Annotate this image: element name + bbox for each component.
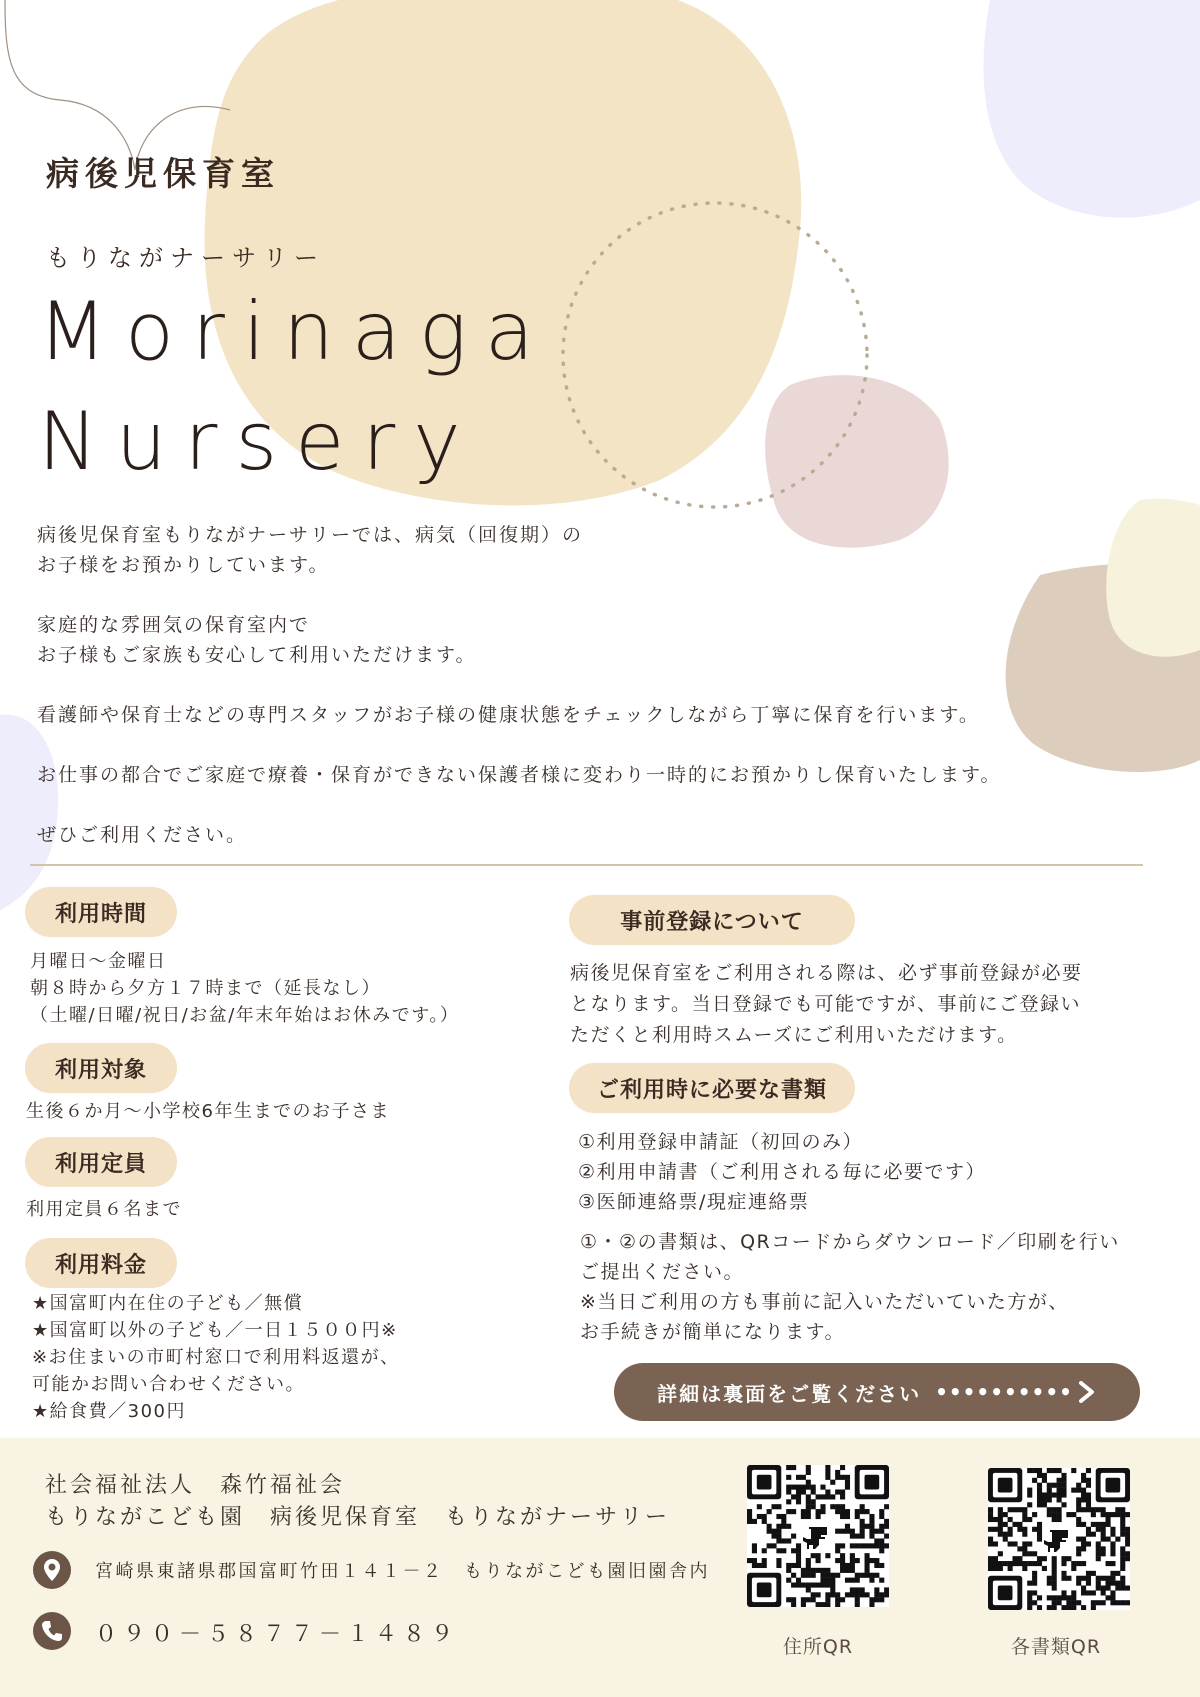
intro-paragraph-3: 看護師や保育士などの専門スタッフがお子様の健康状態をチェックしながら丁寧に保育を行います。 (37, 704, 980, 726)
intro-paragraph-4: お仕事の都合でご家庭で療養・保育ができない保護者様に変わり一時的にお預かりし保育いたします。 (37, 764, 1002, 786)
documents-list: ①利用登録申請証（初回のみ） ②利用申請書（ご利用される毎に必要です） ③医師連絡票/現症連絡票 (578, 1131, 987, 1213)
cta-label: 詳細は裏面をご覧ください (657, 1381, 922, 1406)
org-line-2: もりながこども園 病後児保育室 もりながナーサリー (45, 1505, 671, 1530)
page-title-jp: 病後児保育室 (46, 154, 280, 193)
capacity-text: 利用定員６名まで (26, 1199, 182, 1220)
phone-icon (33, 1612, 71, 1650)
address-text: 宮崎県東諸県郡国富町竹田１４１－２ もりながこども園旧園舎内 (95, 1561, 710, 1582)
section-divider (30, 864, 1143, 866)
documents-heading: ご利用時に必要な書類 (569, 1063, 855, 1113)
target-text: 生後６か月～小学校6年生までのお子さま (26, 1101, 390, 1122)
documents-note: ①・②の書類は、QRコードからダウンロード／印刷を行い ご提出ください。 ※当日ご利用の方も事前に記入いただいていた方が、 お手続きが簡単になります。 (580, 1231, 1120, 1343)
capacity-heading: 利用定員 (25, 1137, 177, 1187)
cta-dots: •••••••••• (935, 1380, 1073, 1404)
dinosaur-icon (1044, 1530, 1068, 1552)
details-on-back-button[interactable] (614, 1363, 1140, 1421)
dinosaur-icon (803, 1527, 827, 1549)
target-heading: 利用対象 (25, 1043, 177, 1093)
decorative-line (5, 0, 230, 170)
address-qr-label: 住所QR (782, 1636, 854, 1658)
org-line-1: 社会福祉法人 森竹福祉会 (45, 1473, 346, 1498)
page-subtitle-jp: もりながナーサリー (46, 244, 325, 272)
intro-paragraph-5: ぜひご利用ください。 (37, 824, 248, 846)
page-title-en-line2: Nursery (38, 395, 479, 488)
documents-qr-label: 各書類QR (1010, 1636, 1102, 1658)
hours-heading: 利用時間 (25, 887, 177, 937)
location-pin-icon (33, 1551, 71, 1589)
lavender-blob-top (983, 0, 1200, 218)
address-qr-code[interactable] (747, 1465, 889, 1607)
page-title-en-line1: Morinaga (38, 285, 552, 378)
documents-qr-code[interactable] (988, 1468, 1130, 1610)
intro-paragraph-1: 病後児保育室もりながナーサリーでは、病気（回復期）の お子様をお預かりしています。 (37, 524, 584, 576)
fee-heading: 利用料金 (25, 1238, 177, 1288)
intro-paragraph-2: 家庭的な雰囲気の保育室内で お子様もご家族も安心して利用いただけます。 (37, 614, 477, 666)
intro-section (37, 520, 1157, 850)
registration-heading: 事前登録について (569, 895, 855, 945)
fee-text: ★国富町内在住の子ども／無償 ★国富町以外の子ども／一日１５００円※ ※お住まいの市町村窓口で利用料返還が、 可能かお問い合わせください。 ★給食費／300円 (32, 1293, 400, 1422)
registration-text: 病後児保育室をご利用される際は、必ず事前登録が必要 となります。当日登録でも可能ですが、事前にご登録い ただくと利用時スムーズにご利用いただけます。 (570, 962, 1083, 1046)
arrow-right-icon (1077, 1381, 1097, 1403)
phone-number: ０９０－５８７７－１４８９ (95, 1622, 460, 1647)
hours-text: 月曜日～金曜日 朝８時から夕方１７時まで（延長なし） （土曜/日曜/祝日/お盆/年末年始はお休みです。） (30, 951, 460, 1026)
